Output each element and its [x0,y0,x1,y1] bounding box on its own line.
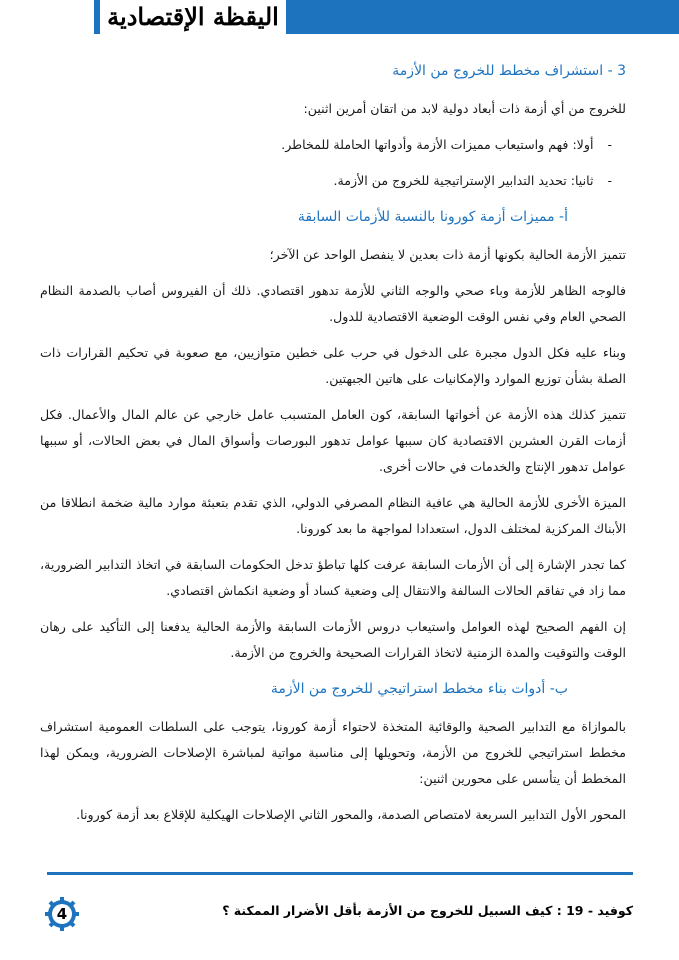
paragraph: المحور الأول التدابير السريعة لامتصاص الصدمة، والمحور الثاني الإصلاحات الهيكلية للإقلاع بعد أزمة كورونا. [76,807,626,822]
publication-title: اليقظة الإقتصادية [100,0,286,34]
list-item-text: ثانيا: تحديد التدابير الإستراتيجية للخروج من الأزمة. [333,173,594,188]
subsection-heading-a: أ- مميزات أزمة كورونا بالنسبة للأزمات السابقة [297,209,568,225]
paragraph: وبناء عليه فكل الدول مجبرة على الدخول في حرب على خطين متوازيين، مع صعوبة في تحكيم القرارات ذات الصلة بشأن توزيع الموارد والإمكانيات على هاتين الجبهتين. [40,345,626,386]
bullet-marker: - [607,173,612,188]
paragraph: بالموازاة مع التدابير الصحية والوقائية المتخذة لاحتواء أزمة كورونا، يتوجب على السلطات العمومية استشراف مخطط استراتيجي للخروج من الأزمة، وتحويلها إلى مناسبة مواتية لمباشرة الإصلاحات الضرورية، ويمكن لهذا المخطط أن يتأسس على محورين اثنين: [40,719,626,786]
article-body [40,58,626,838]
paragraph: الميزة الأخرى للأزمة الحالية هي عافية النظام المصرفي الدولي، الذي تقدم بتعبئة موارد مالية ضخمة انطلاقا من الأبناك المركزية لمختلف الدول، استعدادا لمواجهة ما بعد كورونا. [40,495,626,536]
section-heading: 3 - استشراف مخطط للخروج من الأزمة [392,63,626,79]
paragraph: تتميز الأزمة الحالية بكونها أزمة ذات بعدين لا ينفصل الواحد عن الآخر؛ [269,247,626,262]
paragraph: تتميز كذلك هذه الأزمة عن أخواتها السابقة، كون العامل المتسبب عامل خارجي عن عالم المال والأعمال. فكل أزمات القرن العشرين الاقتصادية كان سببها عوامل تدهور البورصات وأسواق المال في بعض الحالات، أو سببها عوامل تدهور الإنتاج والخدمات في حالات أخرى. [40,407,626,474]
section-intro: للخروج من أي أزمة ذات أبعاد دولية لابد من اتقان أمرين اثنين: [303,101,626,116]
footer-divider [47,872,633,875]
list-item-text: أولا: فهم واستيعاب مميزات الأزمة وأدواتها الحاملة للمخاطر. [281,137,594,152]
paragraph: فالوجه الظاهر للأزمة وباء صحي والوجه الثاني للأزمة تدهور اقتصادي. ذلك أن الفيروس أصاب بالصدمة النظام الصحي العام وفي نفس الوقت الوضعية الاقتصادية للدول. [40,283,626,324]
list-item [40,132,612,158]
page-number: 4 [56,905,68,923]
paragraph: إن الفهم الصحيح لهذه العوامل واستيعاب دروس الأزمات السابقة والأزمة الحالية يدفعنا إلى التأكيد على رهان الوقت والتوقيت والمدة الزمنية لاتخاذ القرارات الصحيحة والخروج من الأزمة. [40,619,626,660]
running-title: كوفيد - 19 : كيف السبيل للخروج من الأزمة بأقل الأضرار الممكنة ؟ [222,903,633,918]
subsection-heading-b: ب- أدوات بناء مخطط استراتيجي للخروج من الأزمة [270,681,568,697]
list-item [40,168,612,194]
bullet-marker: - [607,137,612,152]
paragraph: كما تجدر الإشارة إلى أن الأزمات السابقة عرفت كلها تباطؤ تدخل الحكومات السابقة في اتخاذ التدابير الضرورية، مما زاد في تفاقم الحالات السالفة والانتقال إلى وضعية كساد أو وضعية انكماش اقتصادي. [40,557,626,598]
